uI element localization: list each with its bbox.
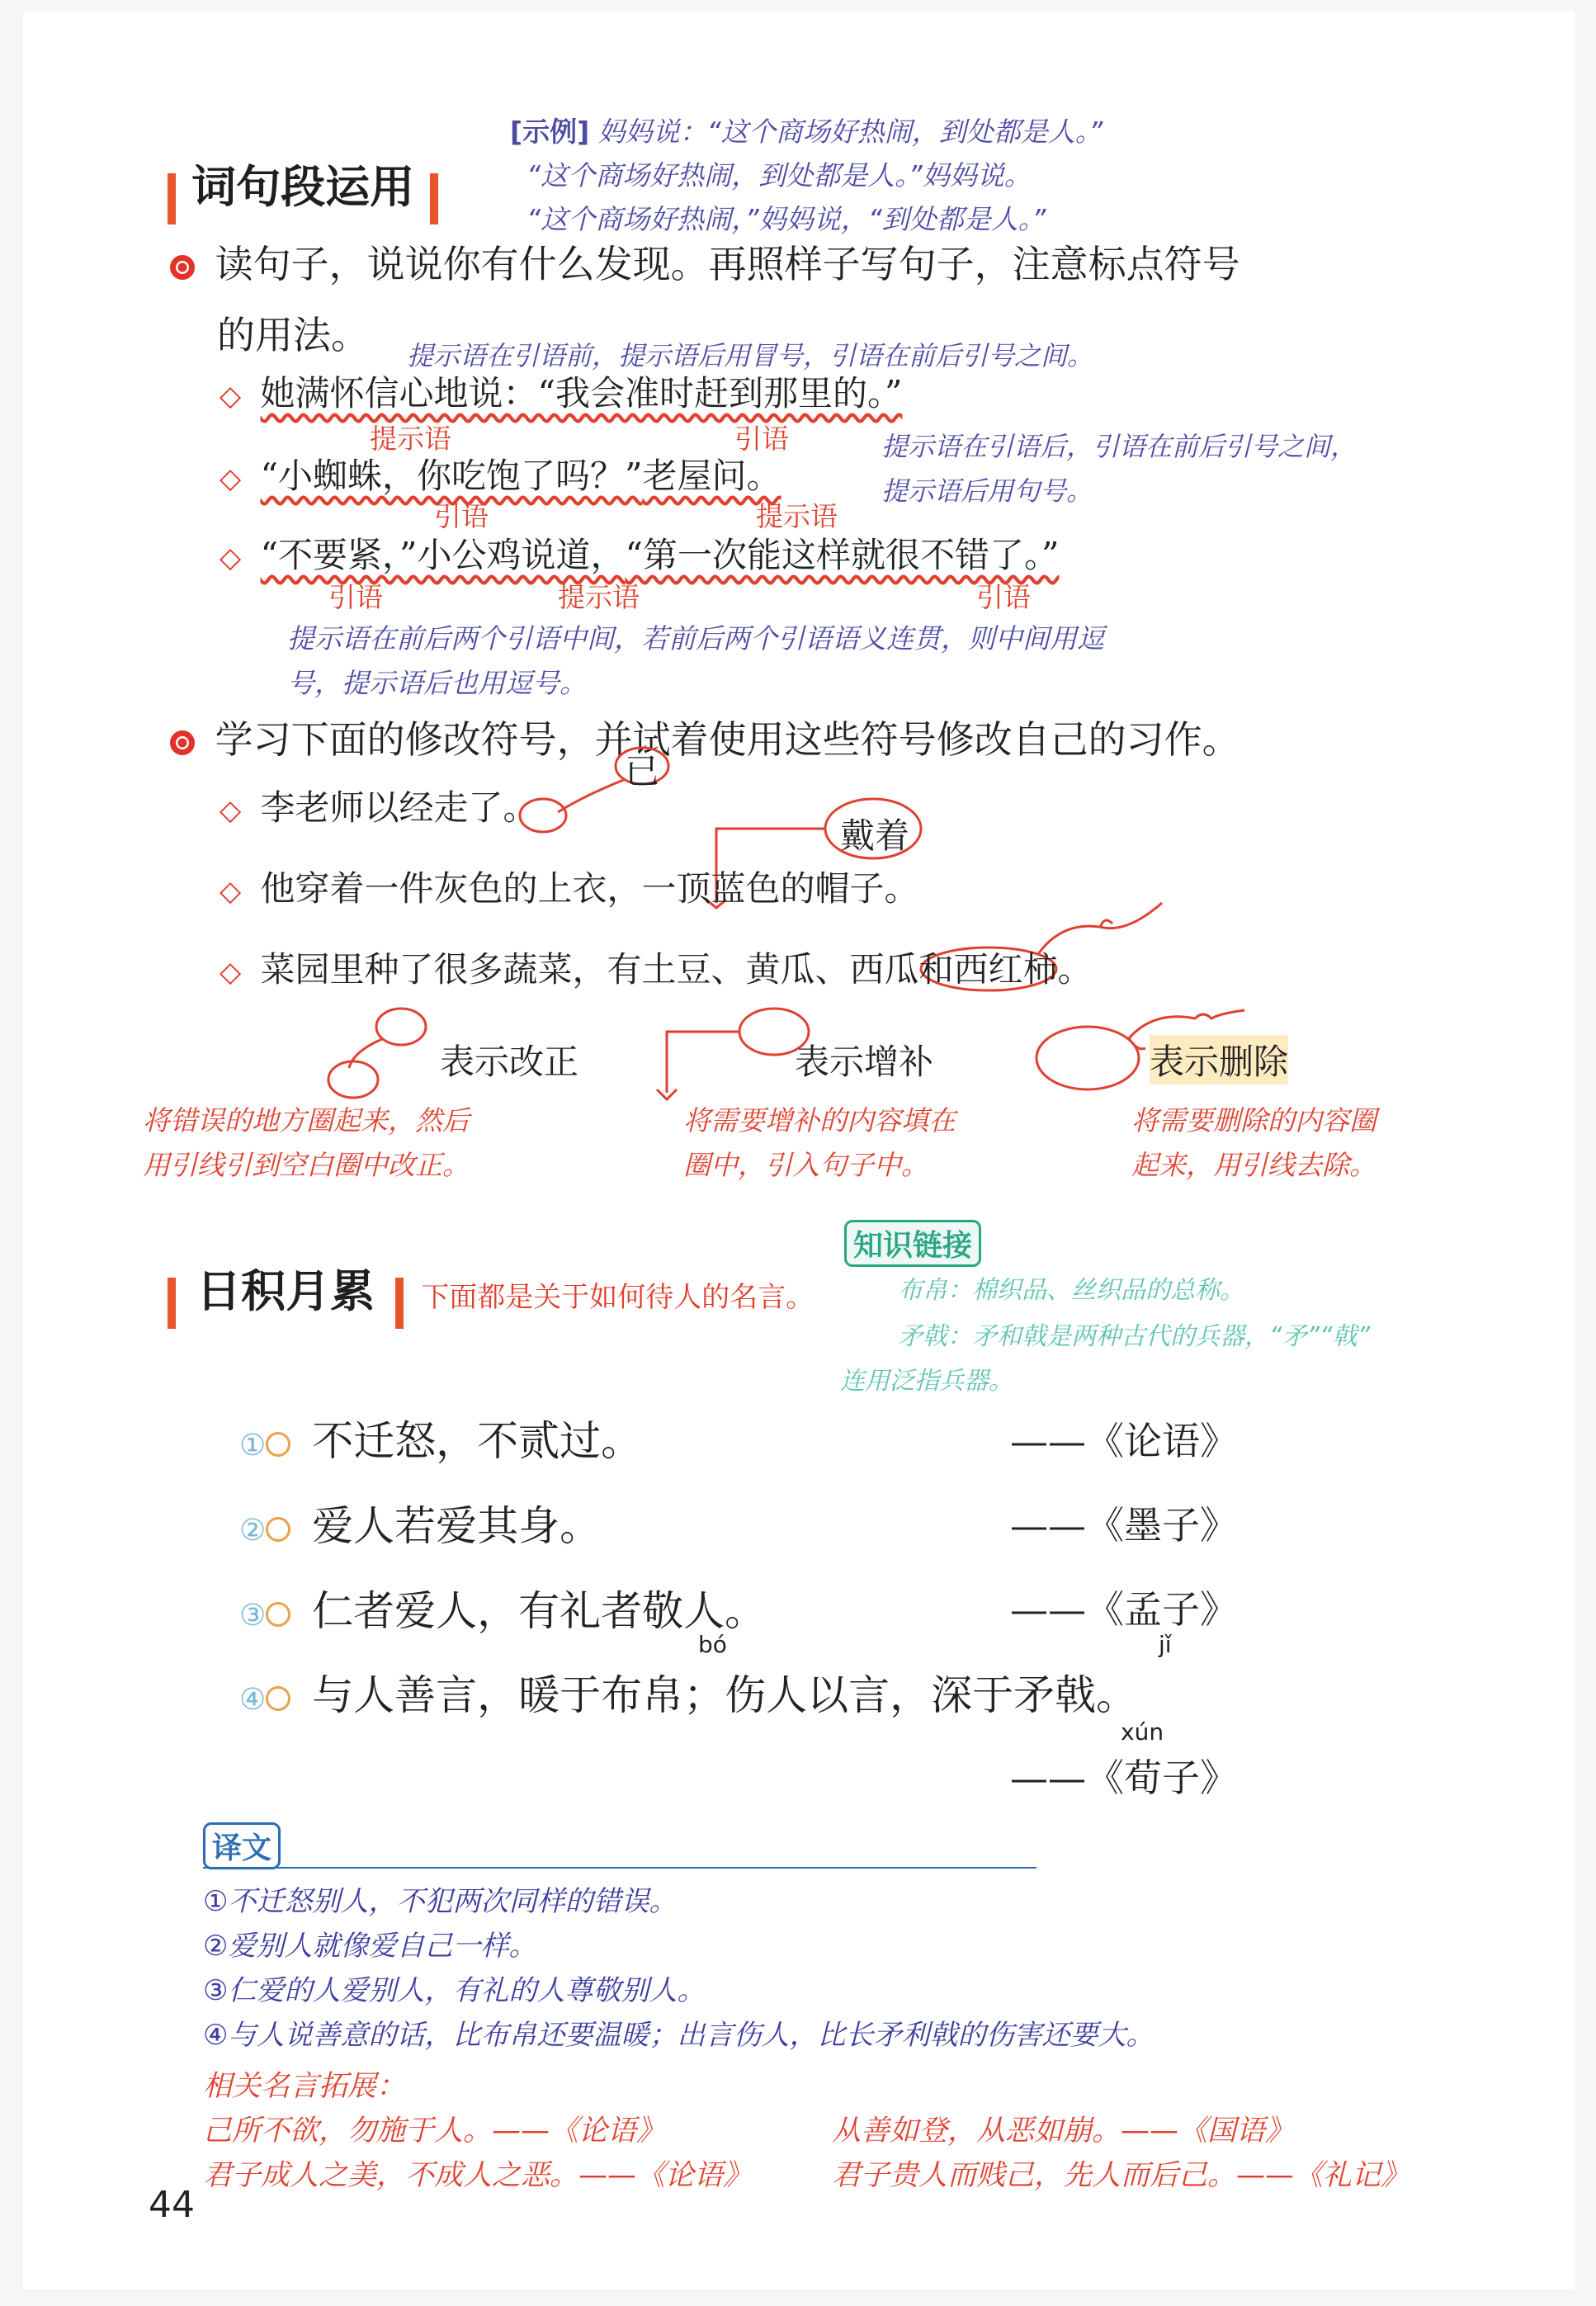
extension-title: 相关名言拓展： [203, 2070, 406, 2103]
ring-icon [266, 1432, 290, 1457]
sentence-1: ◇ 她满怀信心地说：“我会准时赶到那里的。” [220, 373, 903, 413]
translation-4: ④与人说善意的话，比布帛还要温暖；出言伤人，比长矛利戟的伤害还要大。 [203, 2019, 1155, 2052]
revision-example-3: ◇ 菜园里种了很多蔬菜，有土豆、黄瓜、西瓜和西红柿。 [220, 949, 1093, 990]
translation-3: ③仁爱的人爱别人，有礼的人尊敬别人。 [203, 1974, 706, 2007]
question-bullet-icon [170, 255, 195, 280]
extension-quote-3: 君子成人之美，不成人之恶。——《论语》 [203, 2159, 753, 2192]
knowledge-line-3: 连用泛指兵器。 [840, 1367, 1013, 1396]
label-yinyu-2: 引语 [434, 500, 489, 532]
ring-icon [266, 1686, 290, 1711]
label-tishiyu-1: 提示语 [370, 423, 451, 455]
knowledge-link-badge: 知识链接 [844, 1220, 981, 1267]
question-bullet-icon [170, 730, 195, 755]
ring-icon [266, 1602, 290, 1627]
mark-2-note-line-1: 将需要增补的内容填在 [683, 1104, 956, 1136]
example-line-3: “这个商场好热闹，”妈妈说，“到处都是人。” [526, 203, 1046, 235]
pinyin-ji: jǐ [1159, 1631, 1172, 1658]
section-title-riji [168, 1256, 814, 1329]
label-tishiyu-2: 提示语 [756, 500, 838, 532]
title-bar-right [430, 173, 438, 224]
insertion-text-ex2: 戴着 [840, 815, 910, 856]
diamond-icon: ◇ [220, 380, 242, 413]
quote-3: ③ 仁者爱人，有礼者敬人。 [239, 1587, 767, 1635]
section-title-ciju [168, 152, 438, 224]
sentence-2: ◇ “小蜘蛛，你吃饱了吗？”老屋问。 [220, 456, 781, 496]
question-1-line-2: 的用法。 [217, 313, 369, 357]
quote-1: ① 不迁怒，不贰过。 [239, 1417, 643, 1465]
note-3-line-1: 提示语在前后两个引语中间，若前后两个引语语义连贯，则中间用逗 [287, 622, 1104, 654]
revision-example-2: ◇ 他穿着一件灰色的上衣，一顶蓝色的帽子。 [220, 868, 919, 909]
mark-3-note-line-1: 将需要删除的内容圈 [1131, 1104, 1376, 1136]
pinyin-bo: bó [698, 1631, 727, 1658]
translation-badge: 译文 [203, 1822, 281, 1869]
mark-label-delete: 表示删除 [1150, 1035, 1288, 1084]
revision-example-1: ◇ 李老师以经走了。 [220, 787, 538, 828]
translation-2: ②爱别人就像爱自己一样。 [203, 1930, 537, 1963]
note-1: 提示语在引语前，提示语后用冒号，引语在前后引号之间。 [407, 340, 1094, 371]
extension-quote-2: 从善如登，从恶如崩。——《国语》 [832, 2115, 1295, 2148]
quote-4-source: ——《荀子》 [1010, 1755, 1238, 1800]
translation-1: ①不迁怒别人，不犯两次同样的错误。 [203, 1885, 678, 1918]
correction-text-ex1: 已 [625, 751, 660, 792]
quote-4: ④ 与人善言，暖于布帛；伤人以言，深于矛戟。 [239, 1671, 1138, 1719]
mark-label-correct: 表示改正 [440, 1042, 579, 1082]
page-number: 44 [149, 2184, 195, 2226]
mark-2-note-line-2: 圈中，引入句子中。 [683, 1149, 928, 1181]
quote-2: ② 爱人若爱其身。 [239, 1502, 602, 1550]
label-yinyu-1: 引语 [734, 423, 789, 455]
mark-3-note-line-2: 起来，用引线去除。 [1131, 1149, 1376, 1181]
note-3-line-2: 号，提示语后也用逗号。 [287, 667, 587, 699]
diamond-icon: ◇ [220, 794, 242, 827]
label-tishiyu-3: 提示语 [558, 581, 640, 613]
note-2-line-1: 提示语在引语后，引语在前后引号之间， [881, 431, 1358, 462]
quote-3-source: ——《孟子》 [1010, 1587, 1238, 1632]
section-title-text: 日积月累 [196, 1265, 375, 1317]
note-2-line-2: 提示语后用句号。 [881, 475, 1093, 507]
label-yinyu-3: 引语 [328, 581, 383, 613]
section-title-text: 词句段运用 [191, 161, 415, 213]
question-2: 学习下面的修改符号，并试着使用这些符号修改自己的习作。 [170, 710, 1240, 764]
textbook-page [23, 12, 1575, 2289]
mark-1-note-line-2: 用引线引到空白圈中改正。 [143, 1149, 470, 1181]
section-subtitle: 下面都是关于如何待人的名言。 [421, 1281, 815, 1314]
example-line-1: [示例] 妈妈说：“这个商场好热闹，到处都是人。” [510, 116, 1103, 148]
example-line-2: “这个商场好热闹，到处都是人。”妈妈说。 [526, 159, 1032, 191]
extension-quote-4: 君子贵人而贱己，先人而后己。——《礼记》 [832, 2159, 1410, 2192]
quote-1-source: ——《论语》 [1010, 1419, 1238, 1463]
label-yinyu-4: 引语 [976, 581, 1031, 613]
diamond-icon: ◇ [220, 956, 242, 989]
title-bar-left [168, 173, 176, 224]
extension-quote-1: 己所不欲，勿施于人。——《论语》 [203, 2115, 666, 2148]
diamond-icon: ◇ [220, 541, 242, 574]
question-1: 读句子，说说你有什么发现。再照样子写句子，注意标点符号 [170, 234, 1240, 289]
knowledge-line-1: 布帛：棉织品、丝织品的总称。 [898, 1276, 1244, 1305]
diamond-icon: ◇ [220, 462, 242, 495]
translation-divider [203, 1867, 1036, 1869]
pinyin-xun: xún [1121, 1718, 1164, 1746]
quote-2-source: ——《墨子》 [1010, 1503, 1238, 1548]
mark-label-insert: 表示增补 [795, 1042, 934, 1082]
title-bar-right [395, 1278, 404, 1329]
knowledge-line-2: 矛戟：矛和戟是两种古代的兵器，“矛”“戟” [898, 1322, 1371, 1351]
sentence-3: ◇ “不要紧，”小公鸡说道，“第一次能这样就很不错了。” [220, 535, 1060, 575]
mark-1-note-line-1: 将错误的地方圈起来，然后 [143, 1104, 470, 1136]
ring-icon [266, 1517, 290, 1542]
title-bar-left [168, 1278, 176, 1329]
diamond-icon: ◇ [220, 875, 242, 908]
